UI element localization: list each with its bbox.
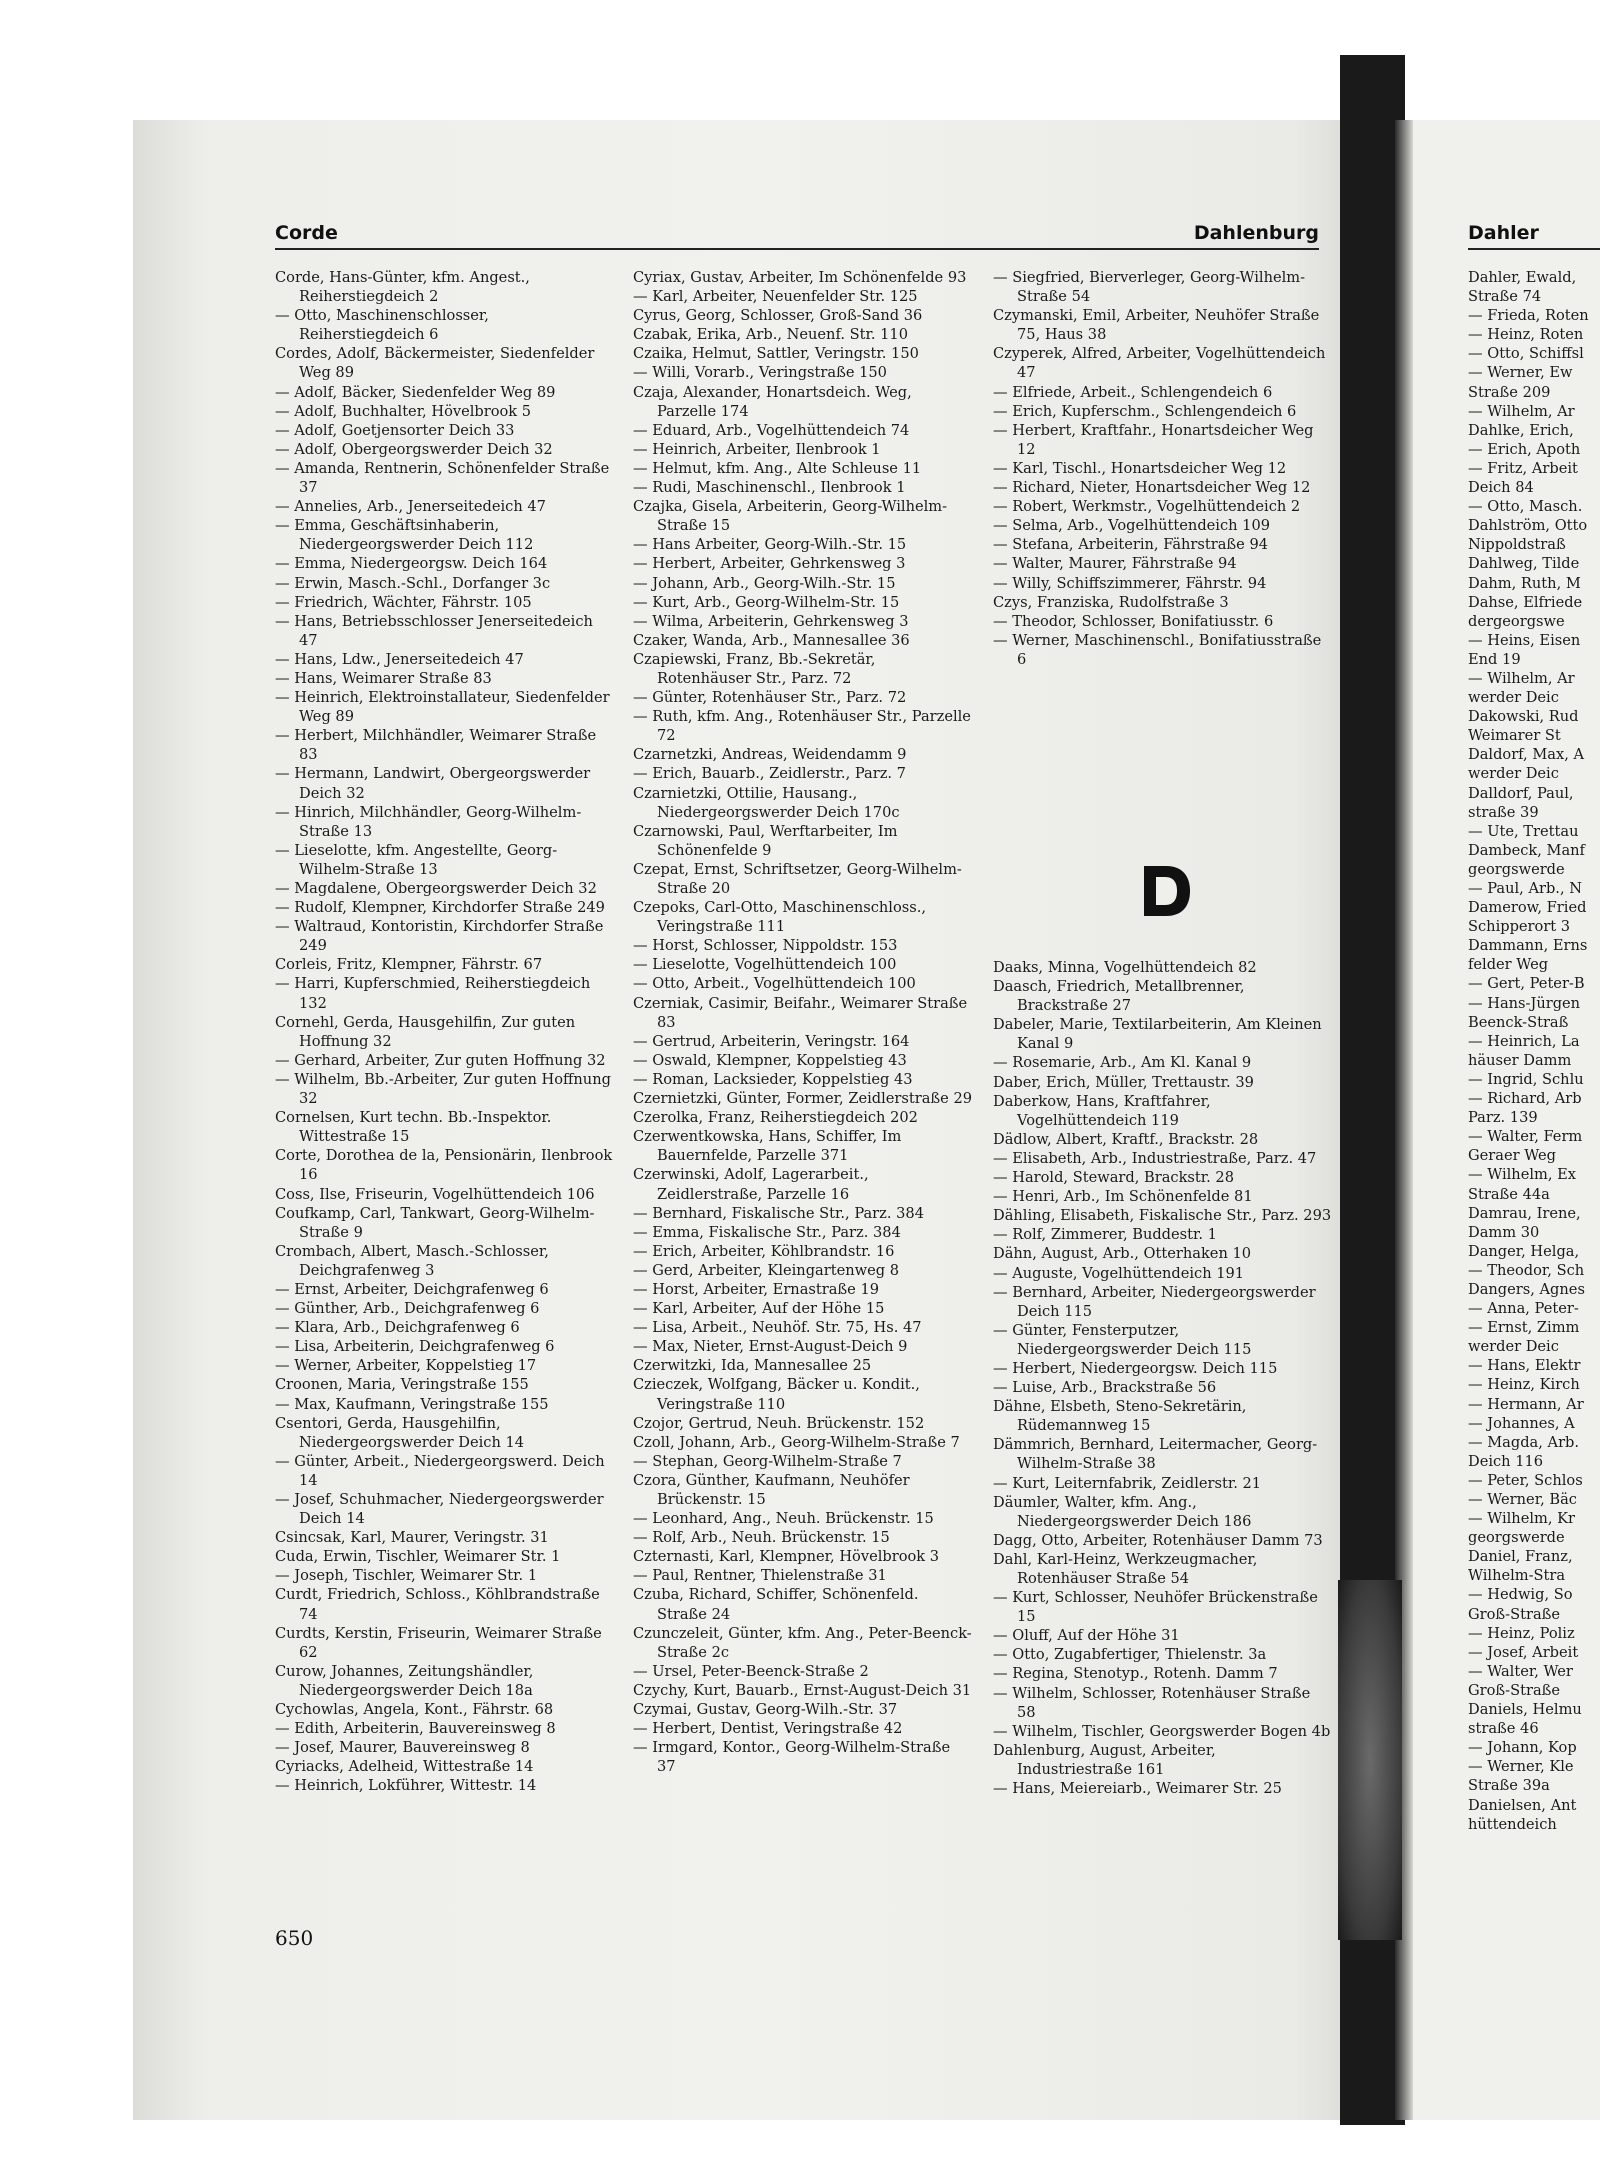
next-page-entry-fragment: werder Deic (1468, 1338, 1559, 1356)
next-page-entry-fragment: Dahlke, Erich, (1468, 421, 1574, 439)
directory-entry: — Josef, Maurer, Bauvereinsweg 8 (275, 1739, 530, 1757)
directory-entry: Czarnetzki, Andreas, Weidendamm 9 (633, 746, 907, 764)
directory-entry: — Emma, Niedergeorgsw. Deich 164 (275, 555, 548, 573)
directory-entry: — Karl, Arbeiter, Auf der Höhe 15 (633, 1300, 885, 1318)
directory-entry: — Bernhard, Fiskalische Str., Parz. 384 (633, 1204, 924, 1222)
directory-entry: — Eduard, Arb., Vogelhüttendeich 74 (633, 421, 910, 439)
directory-entry: Czerwinski, Adolf, Lagerarbeit., Zeidlerstraße, Parzelle 16 (633, 1166, 869, 1203)
next-page-entry-fragment: Geraer Weg (1468, 1147, 1557, 1165)
directory-entry: — Horst, Arbeiter, Ernastraße 19 (633, 1280, 880, 1298)
directory-entry: Cordes, Adolf, Bäckermeister, Siedenfelder Weg 89 (275, 345, 595, 382)
directory-entry: — Regina, Stenotyp., Rotenh. Damm 7 (993, 1665, 1278, 1683)
directory-entry: Czunczeleit, Günter, kfm. Ang., Peter-Beenck-Straße 2c (633, 1624, 972, 1661)
next-page-entry-fragment: Dahlweg, Tilde (1468, 555, 1580, 573)
directory-entry: Czymanski, Emil, Arbeiter, Neuhöfer Straße 75, Haus 38 (993, 307, 1320, 344)
next-page-entry-fragment: dergeorgswe (1468, 612, 1565, 630)
directory-entry: — Ursel, Peter-Beenck-Straße 2 (633, 1662, 869, 1680)
next-page-entry-fragment: Beenck-Straß (1468, 1013, 1569, 1031)
directory-entry: — Paul, Rentner, Thielenstraße 31 (633, 1567, 887, 1585)
directory-entry: — Luise, Arb., Brackstraße 56 (993, 1379, 1217, 1397)
next-page-entry-fragment: Deich 84 (1468, 479, 1534, 497)
directory-entry: Czys, Franziska, Rudolfstraße 3 (993, 593, 1229, 611)
next-page-entry-fragment: Damerow, Fried (1468, 899, 1587, 917)
directory-entry: — Adolf, Goetjensorter Deich 33 (275, 421, 515, 439)
section-letter-text: D (1140, 862, 1141, 863)
next-page-entry-fragment: Dalldorf, Paul, (1468, 784, 1574, 802)
directory-entry: Cychowlas, Angela, Kont., Fährstr. 68 (275, 1701, 554, 1719)
directory-entry: — Heinrich, Elektroinstallateur, Siedenfelder Weg 89 (275, 689, 610, 726)
next-page-entry-fragment: Groß-Straße (1468, 1681, 1561, 1699)
directory-entry: — Lisa, Arbeit., Neuhöf. Str. 75, Hs. 47 (633, 1319, 922, 1337)
directory-entry: Corde, Hans-Günter, kfm. Angest., Reiherstiegdeich 2 (275, 269, 530, 306)
directory-entry: — Wilma, Arbeiterin, Gehrkensweg 3 (633, 612, 909, 630)
next-page-entry-fragment: Weimarer St (1468, 727, 1561, 745)
next-page-entry-fragment: — Erich, Apoth (1468, 440, 1581, 458)
running-head-right: Dahlenburg (1193, 222, 1319, 244)
directory-entry: Czabak, Erika, Arb., Neuenf. Str. 110 (633, 326, 908, 344)
next-page-entry-fragment: felder Weg (1468, 956, 1549, 974)
directory-entry: — Rosemarie, Arb., Am Kl. Kanal 9 (993, 1054, 1252, 1072)
directory-entry: — Rudolf, Klempner, Kirchdorfer Straße 249 (275, 899, 605, 917)
directory-entry: — Hans, Weimarer Straße 83 (275, 669, 492, 687)
directory-entry: Csincsak, Karl, Maurer, Veringstr. 31 (275, 1529, 549, 1547)
directory-entry: Daaks, Minna, Vogelhüttendeich 82 (993, 959, 1257, 976)
next-page-entry-fragment: — Hans-Jürgen (1468, 994, 1581, 1012)
next-page-entry-fragment: Dahse, Elfriede (1468, 593, 1583, 611)
directory-column-3-top (993, 268, 1333, 669)
next-page-entry-fragment: Straße 44a (1468, 1185, 1550, 1203)
next-page-entry-fragment: Straße 39a (1468, 1777, 1550, 1795)
next-page-entry-fragment: — Ernst, Zimm (1468, 1319, 1580, 1337)
directory-entry: — Lisa, Arbeiterin, Deichgrafenweg 6 (275, 1338, 555, 1356)
directory-entry: — Helmut, kfm. Ang., Alte Schleuse 11 (633, 459, 922, 477)
directory-entry: Däumler, Walter, kfm. Ang., Niedergeorgswerder Deich 186 (993, 1493, 1252, 1530)
next-page-entry-fragment: — Heinrich, La (1468, 1032, 1580, 1050)
directory-entry: Dahl, Karl-Heinz, Werkzeugmacher, Rotenhäuser Straße 54 (993, 1550, 1258, 1587)
directory-entry: — Amanda, Rentnerin, Schönenfelder Straße 37 (275, 459, 610, 497)
directory-entry: — Werner, Maschinenschl., Bonifatiusstraße 6 (993, 631, 1322, 668)
next-page-entry-fragment: — Otto, Schiffsl (1468, 345, 1584, 363)
next-page-entry-fragment: Straße 209 (1468, 383, 1551, 401)
directory-entry: — Hinrich, Milchhändler, Georg-Wilhelm-Straße 13 (275, 803, 582, 840)
next-page-entry-fragment: straße 39 (1468, 803, 1539, 821)
next-page-entry-fragment: Dahlström, Otto (1468, 517, 1588, 535)
directory-entry: Corte, Dorothea de la, Pensionärin, Ilenbrook 16 (275, 1147, 613, 1184)
directory-entry: — Josef, Schuhmacher, Niedergeorgswerder Deich 14 (275, 1491, 604, 1528)
directory-entry: — Max, Kaufmann, Veringstraße 155 (275, 1395, 549, 1413)
next-page-entry-fragment: — Wilhelm, Ar (1468, 402, 1575, 420)
directory-entry: — Erwin, Masch.-Schl., Dorfanger 3c (275, 574, 551, 592)
directory-entry: Czojor, Gertrud, Neuh. Brückenstr. 152 (633, 1414, 925, 1432)
running-head-left: Corde (275, 222, 338, 244)
next-page-entry-fragment: — Wilhelm, Ex (1468, 1166, 1577, 1184)
page-number: 650 (275, 1926, 314, 1950)
directory-entry: Crombach, Albert, Masch.-Schlosser, Deichgrafenweg 3 (275, 1242, 549, 1279)
directory-entry: — Friedrich, Wächter, Fährstr. 105 (275, 593, 532, 611)
directory-entry: — Hans Arbeiter, Georg-Wilh.-Str. 15 (633, 536, 907, 554)
next-page-entry-fragment: Danger, Helga, (1468, 1242, 1580, 1260)
directory-entry: — Emma, Geschäftsinhaberin, Niedergeorgswerder Deich 112 (275, 517, 534, 554)
next-page-entry-fragment: — Heinz, Poliz (1468, 1624, 1575, 1642)
next-page-entry-fragment: häuser Damm (1468, 1051, 1572, 1069)
directory-entry: — Theodor, Schlosser, Bonifatiusstr. 6 (993, 612, 1274, 630)
next-page-running-head: Dahler (1468, 222, 1539, 244)
directory-entry: — Siegfried, Bierverleger, Georg-Wilhelm-Straße 54 (993, 269, 1306, 306)
directory-entry: Czuba, Richard, Schiffer, Schönenfeld. Straße 24 (633, 1586, 919, 1623)
directory-entry: — Klara, Arb., Deichgrafenweg 6 (275, 1319, 520, 1337)
next-page-entry-fragment: Daldorf, Max, A (1468, 746, 1585, 764)
next-page-entry-fragment: — Theodor, Sch (1468, 1261, 1585, 1279)
directory-entry: — Karl, Arbeiter, Neuenfelder Str. 125 (633, 288, 918, 306)
next-page-entry-fragment: Dammann, Erns (1468, 937, 1588, 955)
next-page-entry-fragment: — Otto, Masch. (1468, 498, 1583, 516)
directory-entry: — Rolf, Arb., Neuh. Brückenstr. 15 (633, 1529, 890, 1547)
directory-entry: — Ruth, kfm. Ang., Rotenhäuser Str., Parzelle 72 (633, 708, 971, 745)
directory-entry: Croonen, Maria, Veringstraße 155 (275, 1376, 529, 1394)
next-page-entry-fragment: — Richard, Arb (1468, 1090, 1582, 1108)
next-page-entry-fragment: — Johann, Kop (1468, 1739, 1577, 1757)
directory-entry: Cornelsen, Kurt techn. Bb.-Inspektor. Wittestraße 15 (275, 1109, 552, 1146)
directory-entry: Curdts, Kerstin, Friseurin, Weimarer Straße 62 (275, 1624, 602, 1661)
directory-entry: — Willy, Schiffszimmerer, Fährstr. 94 (993, 574, 1267, 592)
next-page-entry-fragment: Dahler, Ewald, (1468, 269, 1577, 286)
directory-entry: — Gertrud, Arbeiterin, Veringstr. 164 (633, 1032, 910, 1050)
directory-entry: — Horst, Schlosser, Nippoldstr. 153 (633, 937, 898, 955)
directory-entry: — Karl, Tischl., Honartsdeicher Weg 12 (993, 459, 1287, 477)
directory-entry: Coufkamp, Carl, Tankwart, Georg-Wilhelm-Straße 9 (275, 1204, 595, 1241)
next-page-entry-fragment: — Wilhelm, Kr (1468, 1510, 1576, 1528)
directory-entry: Dähne, Elsbeth, Steno-Sekretärin, Rüdemannweg 15 (993, 1398, 1247, 1435)
directory-entry: — Herbert, Kraftfahr., Honartsdeicher Weg 12 (993, 421, 1314, 458)
directory-entry: Czerolka, Franz, Reiherstiegdeich 202 (633, 1109, 918, 1127)
directory-entry: — Gerhard, Arbeiter, Zur guten Hoffnung 32 (275, 1051, 606, 1069)
next-page-entry-fragment: — Anna, Peter- (1468, 1300, 1579, 1318)
next-page-entry-fragment: End 19 (1468, 650, 1521, 668)
header-rule (275, 248, 1319, 250)
directory-entry: Czychy, Kurt, Bauarb., Ernst-August-Deich 31 (633, 1681, 972, 1699)
next-page-entry-fragment: — Hedwig, So (1468, 1586, 1573, 1604)
directory-entry: — Ernst, Arbeiter, Deichgrafenweg 6 (275, 1280, 549, 1298)
directory-entry: Czaker, Wanda, Arb., Mannesallee 36 (633, 631, 910, 649)
next-page-entry-fragment: — Walter, Wer (1468, 1662, 1573, 1680)
directory-entry: — Hermann, Landwirt, Obergeorgswerder Deich 32 (275, 765, 591, 802)
directory-entry: — Otto, Maschinenschlosser, Reiherstiegdeich 6 (275, 307, 489, 344)
directory-entry: — Otto, Zugabfertiger, Thielenstr. 3a (993, 1646, 1267, 1664)
next-page-entry-fragment: — Wilhelm, Ar (1468, 669, 1575, 687)
directory-entry: — Herbert, Dentist, Veringstraße 42 (633, 1720, 903, 1738)
next-page-entry-fragment: Groß-Straße (1468, 1605, 1561, 1623)
binding-stain (1338, 1580, 1402, 1940)
directory-entry: — Oswald, Klempner, Koppelstieg 43 (633, 1051, 907, 1069)
directory-entry: Czora, Günther, Kaufmann, Neuhöfer Brückenstr. 15 (633, 1471, 910, 1508)
directory-entry: Czieczek, Wolfgang, Bäcker u. Kondit., Veringstraße 110 (633, 1376, 920, 1413)
directory-entry: — Herbert, Niedergeorgsw. Deich 115 (993, 1359, 1278, 1377)
directory-entry: Czepat, Ernst, Schriftsetzer, Georg-Wilhelm-Straße 20 (633, 860, 962, 897)
next-page-entry-fragment: — Ute, Trettau (1468, 822, 1579, 840)
directory-entry: — Günter, Fensterputzer, Niedergeorgswerder Deich 115 (993, 1321, 1252, 1358)
directory-entry: — Henri, Arb., Im Schönenfelde 81 (993, 1188, 1253, 1206)
next-page-entry-fragment: Danielsen, Ant (1468, 1796, 1577, 1814)
directory-entry: — Otto, Arbeit., Vogelhüttendeich 100 (633, 975, 916, 993)
directory-entry: — Erich, Arbeiter, Köhlbrandstr. 16 (633, 1242, 895, 1260)
directory-entry: — Gerd, Arbeiter, Kleingartenweg 8 (633, 1261, 900, 1279)
directory-column-2 (633, 268, 973, 1776)
directory-entry: — Elfriede, Arbeit., Schlengendeich 6 (993, 383, 1273, 401)
next-page-entry-fragment: Daniels, Helmu (1468, 1701, 1582, 1719)
directory-entry: — Emma, Fiskalische Str., Parz. 384 (633, 1223, 901, 1241)
directory-entry: — Heinrich, Arbeiter, Ilenbrook 1 (633, 440, 881, 458)
directory-entry: Czerwentkowska, Hans, Schiffer, Im Bauernfelde, Parzelle 371 (633, 1128, 902, 1165)
directory-entry: — Werner, Arbeiter, Koppelstieg 17 (275, 1357, 537, 1375)
directory-entry: — Adolf, Buchhalter, Hövelbrook 5 (275, 402, 532, 420)
next-page-column (1468, 268, 1600, 1834)
next-page-entry-fragment: Deich 116 (1468, 1452, 1544, 1470)
directory-entry: — Hans, Meiereiarb., Weimarer Str. 25 (993, 1780, 1282, 1798)
directory-entry: — Johann, Arb., Georg-Wilh.-Str. 15 (633, 574, 896, 592)
next-page-entry-fragment: Damm 30 (1468, 1223, 1540, 1241)
directory-entry: — Roman, Lacksieder, Koppelstieg 43 (633, 1070, 913, 1088)
next-page-entry-fragment: — Peter, Schlos (1468, 1471, 1583, 1489)
directory-entry: — Harold, Steward, Brackstr. 28 (993, 1169, 1234, 1187)
directory-entry: — Edith, Arbeiterin, Bauvereinsweg 8 (275, 1720, 556, 1738)
directory-entry: — Rudi, Maschinenschl., Ilenbrook 1 (633, 479, 906, 497)
directory-entry: — Erich, Kupferschm., Schlengendeich 6 (993, 402, 1297, 420)
directory-entry: Csentori, Gerda, Hausgehilfin, Niedergeorgswerder Deich 14 (275, 1414, 525, 1451)
next-page-entry-fragment: — Josef, Arbeit (1468, 1643, 1579, 1661)
next-page-entry-fragment: Parz. 139 (1468, 1109, 1538, 1127)
directory-entry: Coss, Ilse, Friseurin, Vogelhüttendeich 106 (275, 1185, 595, 1203)
next-page-entry-fragment: — Hans, Elektr (1468, 1357, 1581, 1375)
directory-entry: Cornehl, Gerda, Hausgehilfin, Zur guten Hoffnung 32 (275, 1013, 576, 1050)
directory-entry: Curow, Johannes, Zeitungshändler, Niedergeorgswerder Deich 18a (275, 1662, 534, 1699)
directory-entry: Cuda, Erwin, Tischler, Weimarer Str. 1 (275, 1548, 561, 1566)
next-page-entry-fragment: — Werner, Kle (1468, 1758, 1574, 1776)
directory-entry: Czaja, Alexander, Honartsdeich. Weg, Parzelle 174 (633, 383, 912, 420)
directory-entry: Dämmrich, Bernhard, Leitermacher, Georg-Wilhelm-Straße 38 (993, 1436, 1318, 1473)
directory-entry: — Kurt, Schlosser, Neuhöfer Brückenstraße 15 (993, 1589, 1318, 1626)
directory-entry: — Irmgard, Kontor., Georg-Wilhelm-Straße 37 (633, 1739, 951, 1776)
directory-entry: — Lieselotte, kfm. Angestellte, Georg-Wilhelm-Straße 13 (275, 841, 558, 878)
directory-entry: Cyrus, Georg, Schlosser, Groß-Sand 36 (633, 307, 923, 325)
directory-entry: — Hans, Betriebsschlosser Jenerseitedeich 47 (275, 612, 593, 649)
next-page-entry-fragment: Daniel, Franz, (1468, 1548, 1573, 1566)
directory-entry: — Heinrich, Lokführer, Wittestr. 14 (275, 1777, 537, 1795)
directory-entry: Curdt, Friedrich, Schloss., Köhlbrandstraße 74 (275, 1586, 600, 1623)
directory-entry: — Stefana, Arbeiterin, Fährstraße 94 (993, 536, 1269, 554)
next-page-entry-fragment: — Hermann, Ar (1468, 1395, 1584, 1413)
next-page-entry-fragment: — Frieda, Roten (1468, 307, 1589, 325)
directory-entry: Czarnietzki, Ottilie, Hausang., Niedergeorgswerder Deich 170c (633, 784, 900, 821)
section-letter-glyph (1140, 862, 1194, 920)
directory-entry: — Stephan, Georg-Wilhelm-Straße 7 (633, 1452, 902, 1470)
next-page-entry-fragment: hüttendeich (1468, 1815, 1557, 1833)
next-page-entry-fragment: georgswerde (1468, 860, 1565, 878)
directory-entry: — Günther, Arb., Deichgrafenweg 6 (275, 1300, 540, 1318)
next-page-entry-fragment: — Johannes, A (1468, 1414, 1575, 1432)
directory-entry: Cyriax, Gustav, Arbeiter, Im Schönenfelde 93 (633, 269, 967, 286)
next-page-entry-fragment: — Werner, Ew (1468, 364, 1573, 382)
directory-entry: — Wilhelm, Bb.-Arbeiter, Zur guten Hoffnung 32 (275, 1070, 611, 1108)
directory-entry: — Herbert, Arbeiter, Gehrkensweg 3 (633, 555, 906, 573)
directory-entry: Czymai, Gustav, Georg-Wilh.-Str. 37 (633, 1701, 898, 1719)
directory-entry: Czaika, Helmut, Sattler, Veringstr. 150 (633, 345, 919, 363)
next-page-entry-fragment: — Ingrid, Schlu (1468, 1070, 1584, 1088)
next-page-entry-fragment: Dahm, Ruth, M (1468, 574, 1581, 592)
directory-entry: — Robert, Werkmstr., Vogelhüttendeich 2 (993, 498, 1301, 516)
directory-entry: Dahlenburg, August, Arbeiter, Industriestraße 161 (993, 1741, 1216, 1778)
directory-entry: Czoll, Johann, Arb., Georg-Wilhelm-Straße 7 (633, 1433, 960, 1451)
next-page-entry-fragment: Dakowski, Rud (1468, 708, 1579, 726)
directory-entry: — Wilhelm, Schlosser, Rotenhäuser Straße 58 (993, 1684, 1311, 1721)
directory-entry: Czajka, Gisela, Arbeiterin, Georg-Wilhelm-Straße 15 (633, 498, 948, 535)
directory-entry: Czernietzki, Günter, Former, Zeidlerstraße 29 (633, 1090, 973, 1108)
next-page-header-rule (1468, 248, 1600, 250)
next-page-entry-fragment: Wilhelm-Stra (1468, 1567, 1566, 1585)
directory-entry: Dabeler, Marie, Textilarbeiterin, Am Kleinen Kanal 9 (993, 1016, 1322, 1053)
directory-entry: Dähn, August, Arb., Otterhaken 10 (993, 1245, 1252, 1263)
directory-entry: — Wilhelm, Tischler, Georgswerder Bogen 4b (993, 1722, 1331, 1740)
directory-entry: — Annelies, Arb., Jenerseitedeich 47 (275, 498, 546, 516)
section-letter-d (1140, 862, 1194, 920)
directory-entry: Czapiewski, Franz, Bb.-Sekretär, Rotenhäuser Str., Parz. 72 (633, 650, 876, 687)
directory-entry: — Günter, Rotenhäuser Str., Parz. 72 (633, 689, 907, 707)
directory-entry: — Max, Nieter, Ernst-August-Deich 9 (633, 1338, 908, 1356)
directory-entry: — Willi, Vorarb., Veringstraße 150 (633, 364, 887, 382)
directory-entry: Dähling, Elisabeth, Fiskalische Str., Parz. 293 (993, 1207, 1332, 1225)
directory-entry: — Adolf, Bäcker, Siedenfelder Weg 89 (275, 383, 556, 401)
directory-entry: — Kurt, Arb., Georg-Wilhelm-Str. 15 (633, 593, 900, 611)
next-page-entry-fragment: — Heins, Eisen (1468, 631, 1581, 649)
directory-entry: — Joseph, Tischler, Weimarer Str. 1 (275, 1567, 538, 1585)
directory-column-3-bottom (993, 958, 1333, 1798)
directory-entry: Czepoks, Carl-Otto, Maschinenschloss., Veringstraße 111 (633, 899, 927, 936)
directory-entry: Daber, Erich, Müller, Trettaustr. 39 (993, 1073, 1254, 1091)
next-page-entry-fragment: werder Deic (1468, 689, 1559, 707)
directory-entry: Dädlow, Albert, Kraftf., Brackstr. 28 (993, 1130, 1259, 1148)
directory-entry: — Kurt, Leiternfabrik, Zeidlerstr. 21 (993, 1474, 1262, 1492)
directory-entry: Corleis, Fritz, Klempner, Fährstr. 67 (275, 956, 543, 974)
directory-entry: Czarnowski, Paul, Werftarbeiter, Im Schönenfelde 9 (633, 822, 898, 859)
next-page-entry-fragment: — Werner, Bäc (1468, 1491, 1577, 1508)
directory-entry: — Auguste, Vogelhüttendeich 191 (993, 1264, 1245, 1282)
next-page-entry-fragment: Nippoldstraß (1468, 536, 1566, 554)
directory-entry: — Harri, Kupferschmied, Reiherstiegdeich 132 (275, 975, 591, 1012)
directory-entry: — Elisabeth, Arb., Industriestraße, Parz. 47 (993, 1149, 1317, 1167)
next-page-entry-fragment: — Paul, Arb., N (1468, 880, 1582, 897)
directory-entry: — Erich, Bauarb., Zeidlerstr., Parz. 7 (633, 765, 906, 783)
directory-entry: Cyriacks, Adelheid, Wittestraße 14 (275, 1758, 534, 1776)
directory-entry: Czerwitzki, Ida, Mannesallee 25 (633, 1357, 872, 1375)
directory-entry: Daasch, Friedrich, Metallbrenner, Brackstraße 27 (993, 978, 1245, 1015)
directory-entry: Dagg, Otto, Arbeiter, Rotenhäuser Damm 73 (993, 1531, 1323, 1549)
next-page-entry-fragment: straße 46 (1468, 1720, 1539, 1738)
directory-entry: — Leonhard, Ang., Neuh. Brückenstr. 15 (633, 1510, 934, 1528)
next-page-entry-fragment: Dambeck, Manf (1468, 841, 1585, 859)
directory-entry: Daberkow, Hans, Kraftfahrer, Vogelhüttendeich 119 (993, 1092, 1211, 1129)
directory-entry: — Hans, Ldw., Jenerseitedeich 47 (275, 650, 524, 668)
directory-entry: — Rolf, Zimmerer, Buddestr. 1 (993, 1226, 1217, 1244)
directory-entry: — Oluff, Auf der Höhe 31 (993, 1627, 1180, 1645)
directory-entry: Czternasti, Karl, Klempner, Hövelbrook 3 (633, 1548, 940, 1566)
directory-column-1 (275, 268, 613, 1796)
next-page-entry-fragment: — Heinz, Roten (1468, 326, 1584, 344)
directory-entry: — Waltraud, Kontoristin, Kirchdorfer Straße 249 (275, 918, 604, 955)
directory-entry: Czerniak, Casimir, Beifahr., Weimarer Straße 83 (633, 994, 968, 1031)
directory-entry: — Magdalene, Obergeorgswerder Deich 32 (275, 880, 597, 897)
directory-entry: — Bernhard, Arbeiter, Niedergeorgswerder Deich 115 (993, 1283, 1316, 1320)
next-page-entry-fragment: Schipperort 3 (1468, 918, 1571, 936)
next-page-entry-fragment: — Heinz, Kirch (1468, 1376, 1580, 1394)
directory-entry: — Selma, Arb., Vogelhüttendeich 109 (993, 517, 1271, 535)
directory-entry: — Lieselotte, Vogelhüttendeich 100 (633, 956, 897, 974)
next-page-entry-fragment: Dangers, Agnes (1468, 1280, 1585, 1298)
directory-entry: — Walter, Maurer, Fährstraße 94 (993, 555, 1237, 573)
next-page-entry-fragment: — Magda, Arb. (1468, 1433, 1580, 1451)
next-page-entry-fragment: — Gert, Peter-B (1468, 975, 1585, 993)
next-page-entry-fragment: Straße 74 (1468, 288, 1542, 306)
directory-entry: — Richard, Nieter, Honartsdeicher Weg 12 (993, 479, 1311, 497)
next-page-entry-fragment: werder Deic (1468, 765, 1559, 783)
next-page-entry-fragment: Damrau, Irene, (1468, 1204, 1581, 1222)
directory-entry: — Herbert, Milchhändler, Weimarer Straße 83 (275, 727, 597, 764)
next-page-entry-fragment: — Fritz, Arbeit (1468, 459, 1578, 477)
next-page-entry-fragment: georgswerde (1468, 1529, 1565, 1547)
next-page-entry-fragment: — Walter, Ferm (1468, 1128, 1583, 1146)
directory-entry: Czyperek, Alfred, Arbeiter, Vogelhüttendeich 47 (993, 345, 1326, 382)
directory-entry: — Adolf, Obergeorgswerder Deich 32 (275, 440, 553, 458)
directory-entry: — Günter, Arbeit., Niedergeorgswerd. Deich 14 (275, 1452, 605, 1489)
